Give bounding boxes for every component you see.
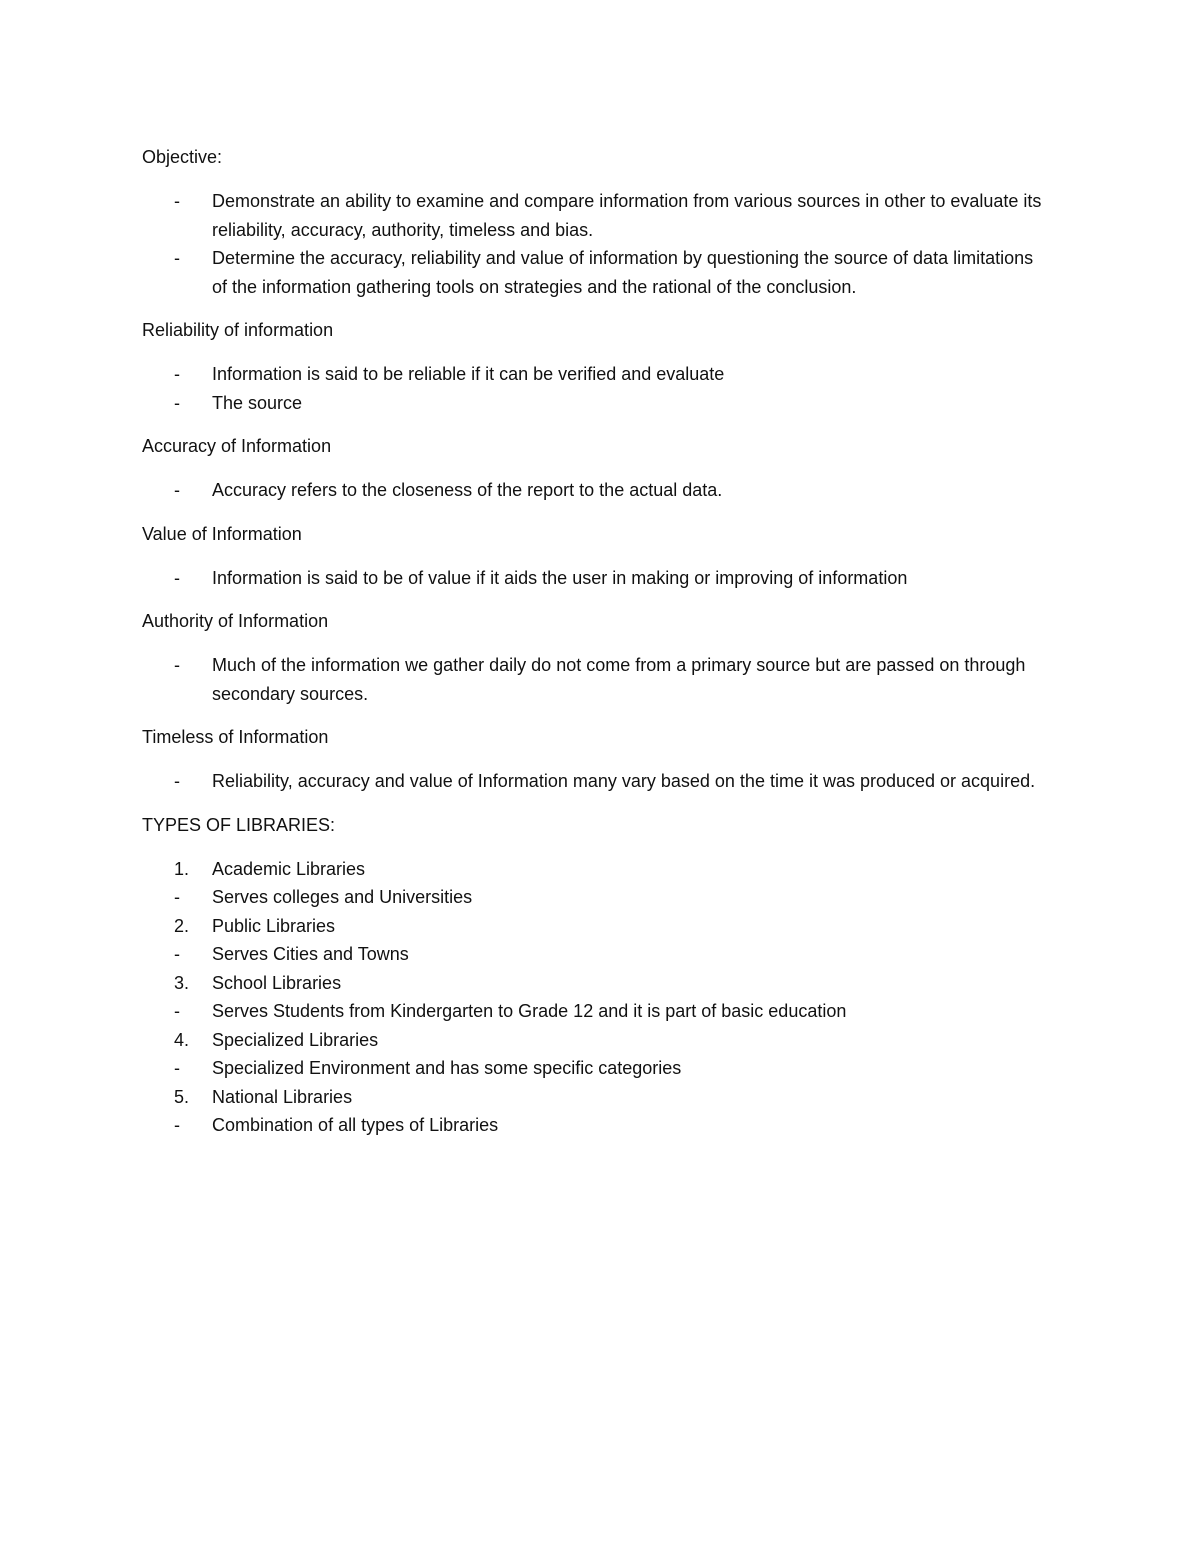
list-item-text: Academic Libraries: [212, 858, 366, 879]
bullet-dash: -: [174, 567, 180, 588]
list-item: [142, 244, 1052, 301]
list-item: [142, 651, 1052, 708]
list-marker: 1.: [174, 858, 190, 879]
bullet-dash: -: [174, 655, 180, 675]
list-item: [142, 389, 1052, 418]
bullet-dash: -: [174, 248, 180, 268]
list-item: [142, 1026, 1052, 1055]
list-marker: -: [174, 944, 180, 964]
bullet-dash: -: [174, 364, 180, 384]
list-item-text: Public Libraries: [212, 915, 336, 936]
accuracy-list: [142, 476, 1052, 505]
list-item: [142, 564, 1052, 593]
list-item-text: National Libraries: [212, 1086, 353, 1107]
list-item: [142, 360, 1052, 389]
list-item-text: The source: [212, 392, 303, 413]
section-heading-accuracy: Accuracy of Information: [142, 436, 332, 456]
bullet-dash: -: [174, 392, 180, 413]
list-item: [142, 969, 1052, 998]
list-marker: 4.: [174, 1029, 190, 1050]
bullet-dash: -: [174, 480, 180, 500]
list-item: [142, 1054, 1052, 1083]
libraries-list: [142, 855, 1052, 1140]
section-heading-reliability: Reliability of information: [142, 320, 334, 340]
list-item: [142, 187, 1052, 244]
section-heading-value: Value of Information: [142, 523, 302, 544]
list-item-text: Information is said to be reliable if it can be verified and evaluate: [212, 364, 725, 384]
list-item: [142, 476, 1052, 505]
list-marker: 2.: [174, 915, 190, 936]
authority-list: [142, 651, 1052, 708]
list-item-text: Reliability, accuracy and value of Information many vary based on the time it was produced or acquired.: [212, 771, 1036, 791]
list-item-text: Specialized Environment and has some specific categories: [212, 1058, 682, 1078]
list-marker: 3.: [174, 972, 190, 993]
section-heading-timeless: Timeless of Information: [142, 727, 329, 747]
bullet-dash: -: [174, 191, 180, 211]
list-item-text: Serves colleges and Universities: [212, 887, 473, 907]
value-list: [142, 564, 1052, 593]
bullet-dash: -: [174, 771, 180, 791]
list-item: [142, 855, 1052, 884]
list-marker: -: [174, 887, 180, 907]
list-item-text: Determine the accuracy, reliability and value of information by questioning the source of data limitations of the information gathering tools on strategies and the rational of the conclusion.: [212, 248, 1034, 297]
list-marker: -: [174, 1001, 180, 1021]
list-item-text: Demonstrate an ability to examine and compare information from various sources in other to evaluate its reliability, accuracy, authority, timeless and bias.: [212, 191, 1042, 240]
list-item: [142, 1083, 1052, 1112]
document-body: [142, 143, 1052, 1140]
list-marker: -: [174, 1115, 180, 1135]
section-heading-types-of-libraries: TYPES OF LIBRARIES:: [142, 814, 336, 835]
list-item: [142, 940, 1052, 969]
list-item-text: Serves Cities and Towns: [212, 944, 409, 964]
section-heading-objective: Objective:: [142, 147, 223, 167]
list-item-text: Much of the information we gather daily do not come from a primary source but are passed on through secondary sources.: [212, 655, 1026, 704]
objective-list: [142, 187, 1052, 301]
list-item: [142, 883, 1052, 912]
reliability-list: [142, 360, 1052, 417]
list-item: [142, 767, 1052, 796]
list-item-text: School Libraries: [212, 972, 342, 993]
list-item-text: Accuracy refers to the closeness of the report to the actual data.: [212, 480, 723, 500]
list-marker: -: [174, 1058, 180, 1078]
list-item-text: Specialized Libraries: [212, 1029, 379, 1050]
list-item: [142, 1111, 1052, 1140]
list-item: [142, 912, 1052, 941]
section-heading-authority: Authority of Information: [142, 611, 329, 631]
timeless-list: [142, 767, 1052, 796]
list-item-text: Combination of all types of Libraries: [212, 1115, 499, 1135]
list-item: [142, 997, 1052, 1026]
list-item-text: Serves Students from Kindergarten to Grade 12 and it is part of basic education: [212, 1001, 847, 1021]
list-item-text: Information is said to be of value if it aids the user in making or improving of information: [212, 567, 908, 588]
list-marker: 5.: [174, 1086, 190, 1107]
